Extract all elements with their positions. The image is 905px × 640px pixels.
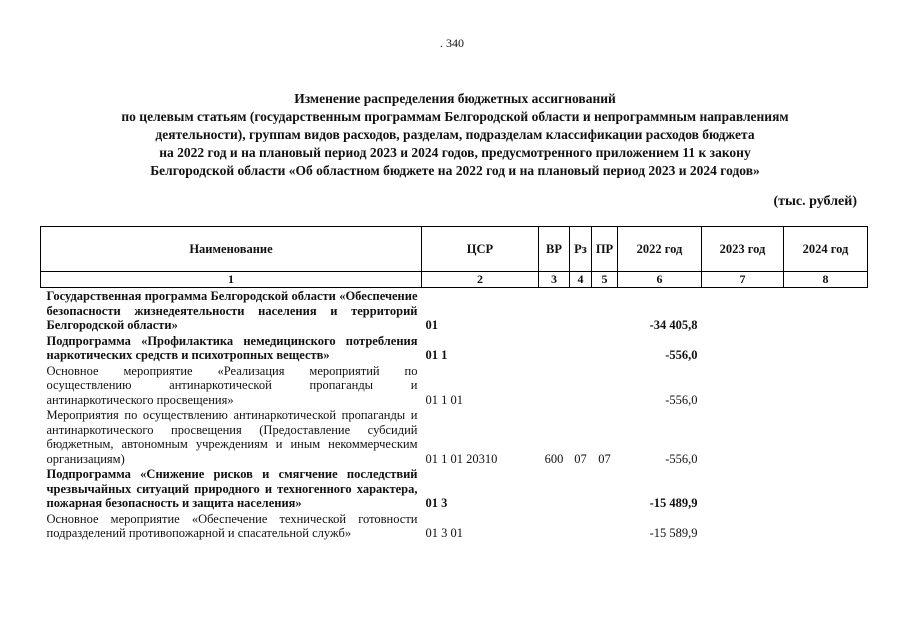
row-rz (570, 511, 592, 541)
row-2022: -15 489,9 (649, 496, 698, 510)
row-2023 (702, 363, 784, 408)
title-line: Белгородской области «Об областном бюджете на 2022 год и на плановый период 2023 и 2024 годов» (150, 163, 760, 178)
column-number: 1 (41, 272, 422, 288)
row-pr (592, 333, 618, 363)
units-label: (тыс. рублей) (773, 194, 857, 209)
row-2023 (702, 511, 784, 541)
column-header-name: Наименование (41, 227, 422, 272)
row-pr (592, 511, 618, 541)
row-2023 (702, 466, 784, 511)
row-name: Государственная программа Белгородской области «Обеспечение безопасности жизнедеятельности населения и территорий Белгородской области» (46, 289, 418, 332)
row-2024 (784, 407, 868, 466)
table-column-numbers-row (41, 272, 868, 288)
column-header-2023: 2023 год (702, 227, 784, 272)
row-vr (539, 333, 570, 363)
row-rz (570, 363, 592, 408)
row-csr: 01 3 01 (425, 526, 463, 540)
table-row (41, 333, 868, 363)
column-header-csr: ЦСР (422, 227, 539, 272)
title-line: деятельности), группам видов расходов, разделам, подразделам классификации расходов бюджета (155, 127, 755, 142)
row-rz (570, 288, 592, 333)
row-2022: -556,0 (665, 348, 698, 362)
row-vr: 600 (544, 451, 564, 466)
column-header-2022: 2022 год (618, 227, 702, 272)
column-number: 5 (592, 272, 618, 288)
column-number: 8 (784, 272, 868, 288)
row-vr (539, 466, 570, 511)
column-number: 2 (422, 272, 539, 288)
row-2024 (784, 363, 868, 408)
row-2024 (784, 466, 868, 511)
row-2022: -556,0 (665, 392, 698, 407)
row-pr (592, 288, 618, 333)
row-pr: 07 (598, 451, 611, 466)
row-name: Подпрограмма «Профилактика немедицинского потребления наркотических средств и психотропных веществ» (46, 333, 418, 362)
title-line: по целевым статьям (государственным программам Белгородской области и непрограммным направлениям (121, 109, 789, 124)
row-name: Основное мероприятие «Обеспечение технической готовности подразделений противопожарной и спасательной служб» (46, 511, 418, 540)
table-row (41, 363, 868, 408)
row-rz: 07 (574, 451, 587, 466)
row-2023 (702, 288, 784, 333)
column-number: 4 (570, 272, 592, 288)
row-pr (592, 363, 618, 408)
row-name: Мероприятия по осуществлению антинаркотической пропаганды и антинаркотического просвещения (Предоставление субсидий бюджетным, автономным учреждениям и иным некоммерческим организациям) (46, 408, 418, 466)
row-2022: -34 405,8 (649, 318, 698, 332)
title-line: на 2022 год и на плановый период 2023 и 2024 годов, предусмотренного приложением 11 к закону (159, 145, 751, 160)
row-2023 (702, 333, 784, 363)
column-number: 3 (539, 272, 570, 288)
row-2023 (702, 407, 784, 466)
row-name: Подпрограмма «Снижение рисков и смягчение последствий чрезвычайных ситуаций природного и техногенного характера, пожарная безопасность и защита населения» (46, 467, 418, 510)
row-pr (592, 466, 618, 511)
column-header-2024: 2024 год (784, 227, 868, 272)
row-csr: 01 (425, 318, 438, 332)
row-vr (539, 363, 570, 408)
row-csr: 01 3 (425, 496, 448, 510)
table-header-row (41, 227, 868, 272)
row-2024 (784, 333, 868, 363)
column-number: 6 (618, 272, 702, 288)
table-row (41, 511, 868, 541)
row-2024 (784, 288, 868, 333)
page-number: . 340 (440, 36, 464, 50)
title-line: Изменение распределения бюджетных ассигнований (294, 91, 616, 106)
row-2022: -15 589,9 (649, 526, 698, 540)
table-row (41, 288, 868, 333)
row-vr (539, 288, 570, 333)
row-rz (570, 333, 592, 363)
row-csr: 01 1 (425, 348, 448, 362)
column-header-vr: ВР (539, 227, 570, 272)
row-2022: -556,0 (665, 451, 698, 466)
column-header-pr: ПР (592, 227, 618, 272)
row-csr: 01 1 01 (425, 392, 463, 407)
budget-table (40, 226, 868, 541)
column-number: 7 (702, 272, 784, 288)
table-row (41, 466, 868, 511)
document-title (60, 90, 850, 180)
row-rz (570, 466, 592, 511)
row-name: Основное мероприятие «Реализация мероприятий по осуществлению антинаркотической пропаганды и антинаркотического просвещения» (46, 363, 418, 407)
row-vr (539, 511, 570, 541)
table-row (41, 407, 868, 466)
row-2024 (784, 511, 868, 541)
column-header-rz: Рз (570, 227, 592, 272)
row-csr: 01 1 01 20310 (425, 451, 498, 466)
